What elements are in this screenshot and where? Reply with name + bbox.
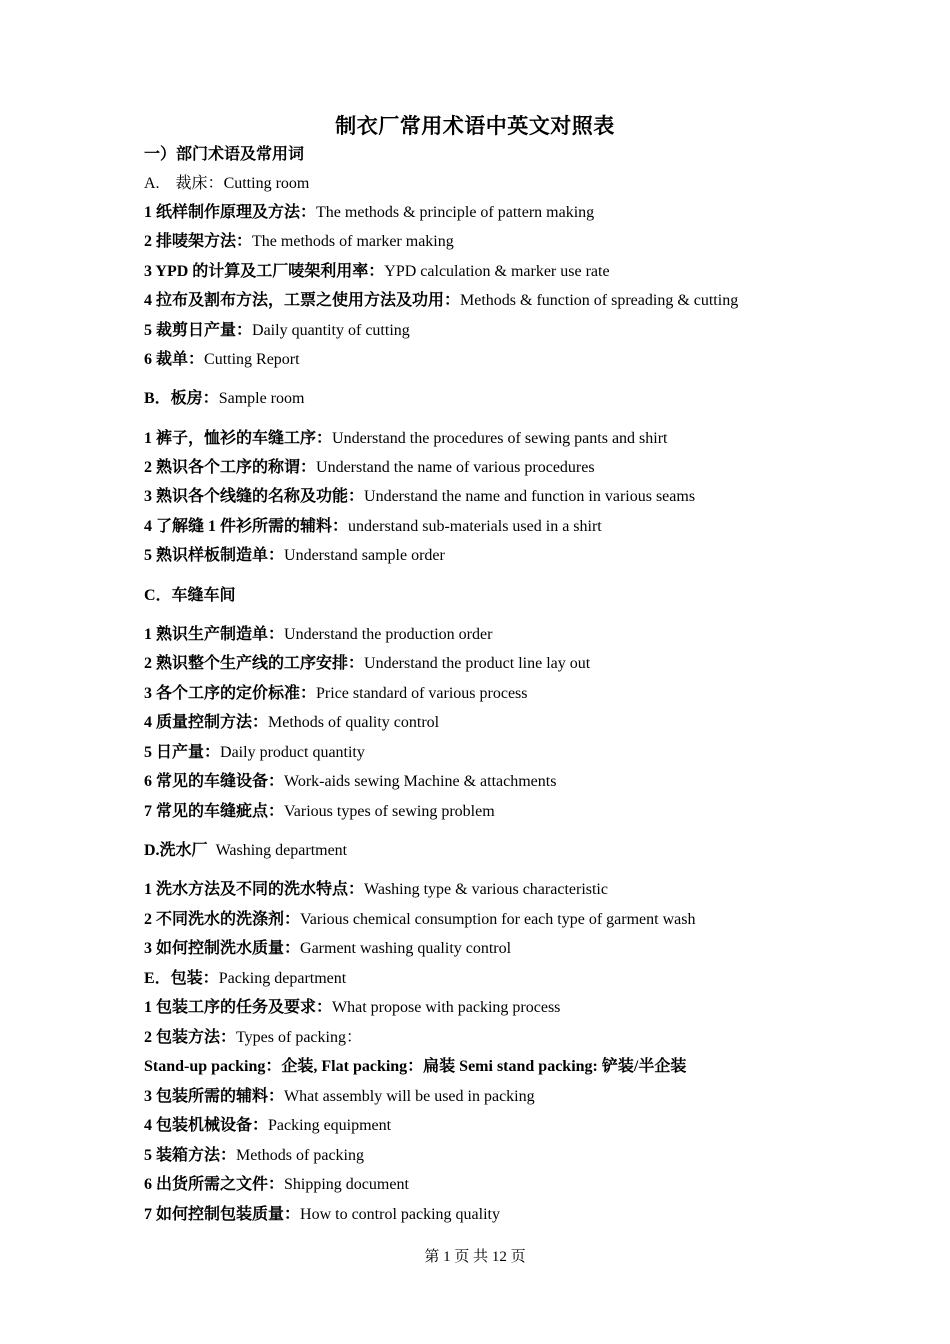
list-item: 2 包装方法：Types of packing：: [144, 1029, 362, 1046]
section-heading-e: E．包装：Packing department: [144, 970, 347, 987]
list-item: 3 YPD 的计算及工厂唛架利用率：YPD calculation & marker use rate: [144, 263, 610, 280]
list-item: 2 排唛架方法：The methods of marker making: [144, 233, 454, 250]
list-item: 2 熟识整个生产线的工序安排：Understand the product line lay out: [144, 655, 591, 672]
list-item: 1 裤子，恤衫的车缝工序：Understand the procedures of sewing pants and shirt: [144, 430, 668, 447]
page-title: 制衣厂常用术语中英文对照表: [335, 114, 615, 138]
list-item: 5 日产量：Daily product quantity: [144, 744, 365, 761]
list-item: 7 常见的车缝疵点：Various types of sewing problem: [144, 803, 495, 820]
list-item: 4 了解缝 1 件衫所需的辅料：understand sub-materials used in a shirt: [144, 518, 602, 535]
list-item: 2 不同洗水的洗涤剂：Various chemical consumption for each type of garment wash: [144, 911, 696, 928]
list-item: 5 裁剪日产量：Daily quantity of cutting: [144, 322, 410, 339]
section-heading-c: C．车缝车间: [144, 587, 236, 604]
list-item: 1 包装工序的任务及要求：What propose with packing process: [144, 999, 561, 1016]
list-item: 6 出货所需之文件：Shipping document: [144, 1176, 409, 1193]
page-footer: 第 1 页 共 12 页: [424, 1249, 526, 1265]
list-item: 1 纸样制作原理及方法：The methods & principle of pattern making: [144, 204, 595, 221]
list-item: 6 裁单：Cutting Report: [144, 351, 300, 368]
list-item: 4 包装机械设备：Packing equipment: [144, 1117, 392, 1134]
list-item: 3 包装所需的辅料：What assembly will be used in packing: [144, 1088, 535, 1105]
list-item: 5 装箱方法：Methods of packing: [144, 1147, 364, 1164]
packing-types-line: Stand-up packing：企装, Flat packing：扁装 Semi stand packing: 铲装/半企装: [144, 1058, 687, 1075]
list-item: 6 常见的车缝设备：Work-aids sewing Machine & attachments: [144, 773, 557, 790]
list-item: 5 熟识样板制造单：Understand sample order: [144, 547, 445, 564]
list-item: 3 熟识各个线缝的名称及功能：Understand the name and function in various seams: [144, 488, 696, 505]
list-item: 1 熟识生产制造单：Understand the production order: [144, 626, 493, 643]
list-item: 4 拉布及割布方法，工票之使用方法及功用：Methods & function of spreading & cutting: [144, 292, 739, 309]
list-item: 2 熟识各个工序的称谓：Understand the name of various procedures: [144, 459, 595, 476]
section-heading-a: A. 裁床：Cutting room: [144, 175, 310, 192]
list-item: 4 质量控制方法：Methods of quality control: [144, 714, 440, 731]
list-item: 3 如何控制洗水质量：Garment washing quality control: [144, 940, 512, 957]
section-heading-b: B．板房：Sample room: [144, 390, 305, 407]
section-heading-d: D.洗水厂 Washing department: [144, 842, 348, 859]
list-item: 1 洗水方法及不同的洗水特点：Washing type & various characteristic: [144, 881, 608, 898]
list-item: 7 如何控制包装质量：How to control packing quality: [144, 1206, 500, 1223]
list-item: 3 各个工序的定价标准：Price standard of various process: [144, 685, 528, 702]
section-heading: 一）部门术语及常用词: [144, 146, 305, 163]
